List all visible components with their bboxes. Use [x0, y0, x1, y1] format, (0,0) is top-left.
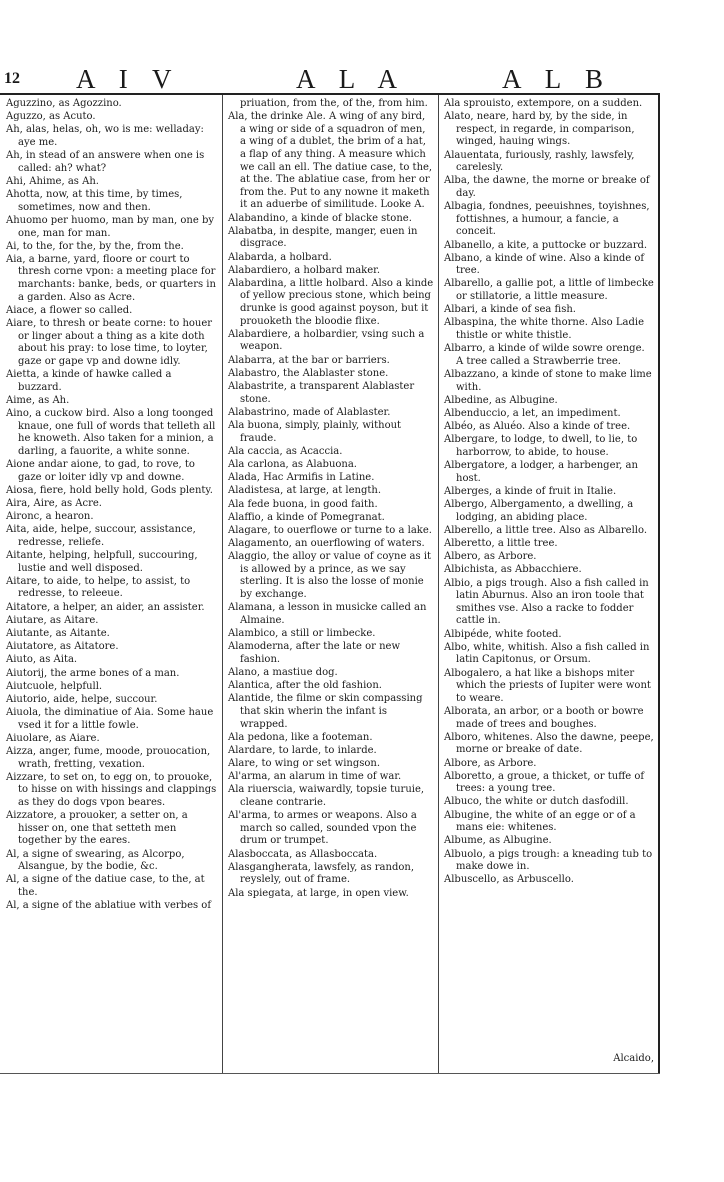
page-number: 12 — [4, 70, 20, 87]
dictionary-entry: Aime, as Ah. — [6, 394, 70, 406]
dictionary-entry: Albergo, Albergamento, a dwelling, a lodging, an abiding place. — [444, 499, 634, 523]
dictionary-entry: Albagia, fondnes, peeuishnes, toyishnes, fottishnes, a humour, a fancie, a conceit. — [444, 201, 650, 238]
header-rule — [0, 93, 660, 95]
dictionary-entry: Aia, a barne, yard, floore or court to thresh corne vpon: a meeting place for marchants: banke, beds, or quarters in a garden. Also as Acre. — [6, 253, 216, 303]
dictionary-entry: Ala caccia, as Acaccia. — [228, 445, 343, 457]
dictionary-entry: Aiutante, as Aitante. — [6, 628, 110, 639]
dictionary-entry: Alborata, an arbor, or a booth or bowre made of trees and boughes. — [444, 705, 644, 730]
dictionary-entry: Albichista, as Abbacchiere. — [444, 564, 582, 576]
dictionary-entry: Aione andar aione, to gad, to rove, to gaze or loiter idly vp and downe. — [6, 458, 195, 483]
dictionary-entry: Albenduccio, a let, an impediment. — [444, 407, 621, 419]
page-header — [0, 62, 724, 96]
dictionary-entry: Alaffio, a kinde of Pomegranat. — [228, 511, 385, 523]
dictionary-entry: Alabatba, in despite, manger, euen in disgrace. — [228, 225, 418, 250]
column-rule — [658, 95, 660, 1073]
dictionary-entry: Alabastro, the Alablaster stone. — [228, 367, 389, 379]
dictionary-entry: Aiutorij, the arme bones of a man. — [6, 667, 180, 679]
dictionary-entry: Alabastrite, a transparent Alablaster stone. — [228, 381, 415, 405]
dictionary-entry: Aiutatore, as Aitatore. — [6, 641, 119, 653]
dictionary-entry: Alambico, a still or limbecke. — [228, 628, 376, 639]
dictionary-entry: Albergatore, a lodger, a harbenger, an host. — [444, 460, 638, 484]
dictionary-entry: Alabandino, a kinde of blacke stone. — [228, 212, 412, 224]
dictionary-entry: Aiuolare, as Aiare. — [6, 732, 100, 744]
running-head-center: A L A — [296, 64, 407, 94]
dictionary-entry: Aiare, to thresh or beate corne: to houer or linger about a thing as a kite doth about his pray: to lose time, to loyter, gaze or gape vp and downe idly. — [6, 318, 213, 367]
dictionary-entry: Ala spiegata, at large, in open view. — [228, 887, 409, 899]
dictionary-entry: Ala fede buona, in good faith. — [228, 498, 378, 510]
dictionary-entry: Alberges, a kinde of fruit in Italie. — [444, 485, 617, 497]
dictionary-entry: Alagare, to ouerflowe or turne to a lake. — [228, 524, 432, 536]
dictionary-entry: Alamana, a lesson in musicke called an Almaine. — [228, 602, 427, 626]
dictionary-entry: Aiuola, the diminatiue of Aia. Some haue vsed it for a little fowle. — [6, 707, 214, 731]
dictionary-entry: Alberetto, a little tree. — [444, 538, 558, 550]
dictionary-entry: Aiutcuole, helpfull. — [6, 680, 103, 692]
column-rule — [222, 95, 223, 1073]
catchword: Alcaido, — [613, 1053, 654, 1064]
dictionary-entry: Aiace, a flower so called. — [6, 304, 133, 316]
dictionary-entry: Alasboccata, as Allasboccata. — [228, 848, 378, 860]
dictionary-entry: Albuscello, as Arbuscello. — [444, 874, 574, 886]
dictionary-entry: Aitare, to aide, to helpe, to assist, to redresse, to releeue. — [6, 575, 191, 600]
column-1 — [6, 98, 218, 913]
dictionary-entry: Albazzano, a kinde of stone to make lime with. — [444, 369, 652, 393]
dictionary-entry: Aguzzo, as Acuto. — [6, 111, 96, 123]
dictionary-entry: Ala riuerscia, waiwardly, topsie turuie, cleane contrarie. — [228, 784, 425, 809]
dictionary-entry: Aira, Aire, as Acre. — [6, 497, 102, 509]
dictionary-entry: Albedine, as Albugine. — [444, 394, 558, 406]
running-head-left: A I V — [76, 64, 181, 94]
dictionary-entry: Alabardina, a little holbard. Also a kinde of yellow precious stone, which being drunke is good against poyson, but it prouoketh the bloodie flixe. — [228, 277, 434, 327]
dictionary-entry: Al, a signe of swearing, as Alcorpo, Alsangue, by the bodie, &c. — [6, 848, 185, 873]
column-2 — [228, 98, 434, 901]
dictionary-entry: Aita, aide, helpe, succour, assistance, redresse, reliefe. — [6, 524, 196, 548]
dictionary-entry: Albero, as Arbore. — [444, 551, 537, 563]
dictionary-entry: Ahotta, now, at this time, by times, sometimes, now and then. — [6, 189, 183, 213]
dictionary-entry: Aiuto, as Aita. — [6, 654, 78, 666]
dictionary-entry: Albore, as Arbore. — [444, 757, 537, 769]
dictionary-entry: Albume, as Albugine. — [444, 835, 552, 847]
dictionary-entry: Aizza, anger, fume, moode, prouocation, wrath, fretting, vexation. — [6, 746, 211, 770]
dictionary-entry: Ahuomo per huomo, man by man, one by one, man for man. — [6, 214, 214, 239]
dictionary-entry: Aizzatore, a prouoker, a setter on, a hisser on, one that setteth men together by the eares. — [6, 810, 188, 847]
dictionary-entry: Aladistesa, at large, at length. — [228, 485, 382, 497]
dictionary-entry: Al'arma, to armes or weapons. Also a march so called, sounded vpon the drum or trumpet. — [228, 810, 417, 847]
dictionary-entry: Alantide, the filme or skin compassing that skin wherin the infant is wrapped. — [228, 693, 423, 730]
dictionary-entry: Albo, white, whitish. Also a fish called in latin Capitonus, or Orsum. — [444, 641, 650, 666]
dictionary-entry: Aiosa, fiere, hold belly hold, Gods plenty. — [6, 484, 213, 496]
dictionary-entry: Alagamento, an ouerflowing of waters. — [228, 538, 425, 550]
dictionary-entry: Albanello, a kite, a puttocke or buzzard. — [444, 239, 648, 251]
dictionary-entry: Alabarda, a holbard. — [228, 251, 332, 263]
dictionary-entry: Al, a signe of the ablatiue with verbes of — [6, 900, 212, 912]
dictionary-entry: Alardare, to larde, to inlarde. — [228, 744, 377, 756]
dictionary-entry: Albarro, a kinde of wilde sowre orenge. A tree called a Strawberrie tree. — [444, 343, 645, 367]
dictionary-entry: Albuco, the white or dutch dasfodill. — [444, 796, 629, 808]
dictionary-entry: Alamoderna, after the late or new fashion. — [228, 641, 401, 665]
dictionary-entry: Alauentata, furiously, rashly, lawsfely, carelesly. — [444, 149, 635, 174]
dictionary-entry: Al'arma, an alarum in time of war. — [228, 771, 402, 783]
dictionary-entry: Alada, Hac Armifis in Latine. — [228, 472, 375, 484]
dictionary-entry: Aguzzino, as Agozzino. — [6, 98, 122, 109]
dictionary-entry: Albogalero, a hat like a bishops miter which the priests of Iupiter were wont to weare. — [444, 667, 651, 704]
dictionary-entry: Albéo, as Aluéo. Also a kinde of tree. — [444, 421, 631, 433]
dictionary-entry: Alano, a mastiue dog. — [228, 666, 338, 678]
dictionary-entry: Aietta, a kinde of hawke called a buzzard. — [6, 369, 172, 393]
dictionary-entry: Albergare, to lodge, to dwell, to lie, to harborrow, to abide, to house. — [444, 434, 638, 458]
dictionary-entry: priuation, from the, of the, from him. — [240, 98, 428, 109]
dictionary-entry: Alabardiero, a holbard maker. — [228, 264, 381, 276]
dictionary-entry: Alberello, a little tree. Also as Albarello. — [444, 524, 647, 536]
dictionary-entry: Albuolo, a pigs trough: a kneading tub to make dowe in. — [444, 848, 653, 873]
dictionary-entry: Aitante, helping, helpfull, succouring, lustie and well disposed. — [6, 550, 198, 574]
dictionary-entry: Ala pedona, like a footeman. — [228, 731, 373, 743]
dictionary-entry: Aizzare, to set on, to egg on, to prouoke, to hisse on with hissings and clappings as they do dogs vpon beares. — [6, 771, 217, 809]
dictionary-entry: Ala sprouisto, extempore, on a sudden. — [444, 98, 643, 109]
dictionary-entry: Albugine, the white of an egge or of a mans eie: whitenes. — [444, 809, 636, 834]
dictionary-entry: Alato, neare, hard by, by the side, in respect, in regarde, in comparison, winged, hauing wings. — [444, 111, 635, 148]
dictionary-entry: Alboro, whitenes. Also the dawne, peepe, morne or breake of date. — [444, 731, 654, 756]
footer-rule — [0, 1073, 660, 1074]
dictionary-entry: Aitatore, a helper, an aider, an assister. — [6, 601, 205, 613]
dictionary-entry: Alba, the dawne, the morne or breake of day. — [444, 175, 650, 199]
dictionary-entry: Ahi, Ahime, as Ah. — [6, 175, 99, 187]
dictionary-entry: Aiutare, as Aitare. — [6, 614, 99, 626]
dictionary-entry: Al, a signe of the datiue case, to the, at the. — [6, 874, 205, 898]
dictionary-entry: Albano, a kinde of wine. Also a kinde of tree. — [444, 252, 645, 277]
column-rule — [438, 95, 439, 1073]
dictionary-entry: Ala buona, simply, plainly, without fraude. — [228, 419, 402, 444]
column-3 — [444, 98, 654, 888]
dictionary-entry: Ala, the drinke Ale. A wing of any bird, a wing or side of a squadron of men, a wing of a dublet, the brim of a hat, a flap of any thing. A measure which we call an ell. The datiue case, to the, at the. The ablatiue case, from her or from the. Put to any nowne it maketh it an aduerbe of similitude. Looke A. — [228, 111, 433, 211]
dictionary-entry: Aiutorio, aide, helpe, succour. — [6, 693, 158, 705]
dictionary-entry: Albio, a pigs trough. Also a fish called in latin Aburnus. Also an iron toole that smithes vse. Also a racke to fodder cattle in. — [444, 577, 649, 627]
dictionary-entry: Alantica, after the old fashion. — [228, 680, 382, 692]
dictionary-entry: Albipéde, white footed. — [444, 628, 562, 640]
dictionary-entry: Aironc, a hearon. — [6, 511, 94, 523]
dictionary-entry: Ah, alas, helas, oh, wo is me: welladay: aye me. — [6, 124, 204, 148]
dictionary-entry: Albaspina, the white thorne. Also Ladie thistle or white thistle. — [444, 317, 644, 342]
dictionary-entry: Ai, to the, for the, by the, from the. — [6, 240, 184, 252]
dictionary-entry: Alasgangherata, lawsfely, as randon, reyslely, out of frame. — [228, 861, 415, 886]
dictionary-entry: Alabastrino, made of Alablaster. — [228, 406, 391, 418]
dictionary-entry: Albarello, a gallie pot, a little of limbecke or stillatorie, a little measure. — [444, 278, 654, 303]
dictionary-entry: Ala carlona, as Alabuona. — [228, 458, 357, 470]
dictionary-entry: Albari, a kinde of sea fish. — [444, 304, 576, 316]
dictionary-entry: Alabarra, at the bar or barriers. — [228, 354, 390, 366]
dictionary-entry: Ah, in stead of an answere when one is called: ah? what? — [6, 150, 205, 174]
dictionary-entry: Alabardiere, a holbardier, vsing such a weapon. — [228, 328, 425, 353]
dictionary-entry: Alare, to wing or set wingson. — [228, 758, 381, 770]
dictionary-entry: Alaggio, the alloy or value of coyne as it is allowed by a prince, as we say sterling. It is also the losse of monie by exchange. — [228, 551, 432, 601]
dictionary-entry: Alboretto, a groue, a thicket, or tuffe of trees: a young tree. — [444, 770, 645, 795]
dictionary-entry: Aino, a cuckow bird. Also a long toonged knaue, one full of words that telleth all he knoweth. Also taken for a minion, a darling, a fauorite, a white sonne. — [6, 407, 216, 457]
running-head-right: A L B — [502, 64, 613, 94]
